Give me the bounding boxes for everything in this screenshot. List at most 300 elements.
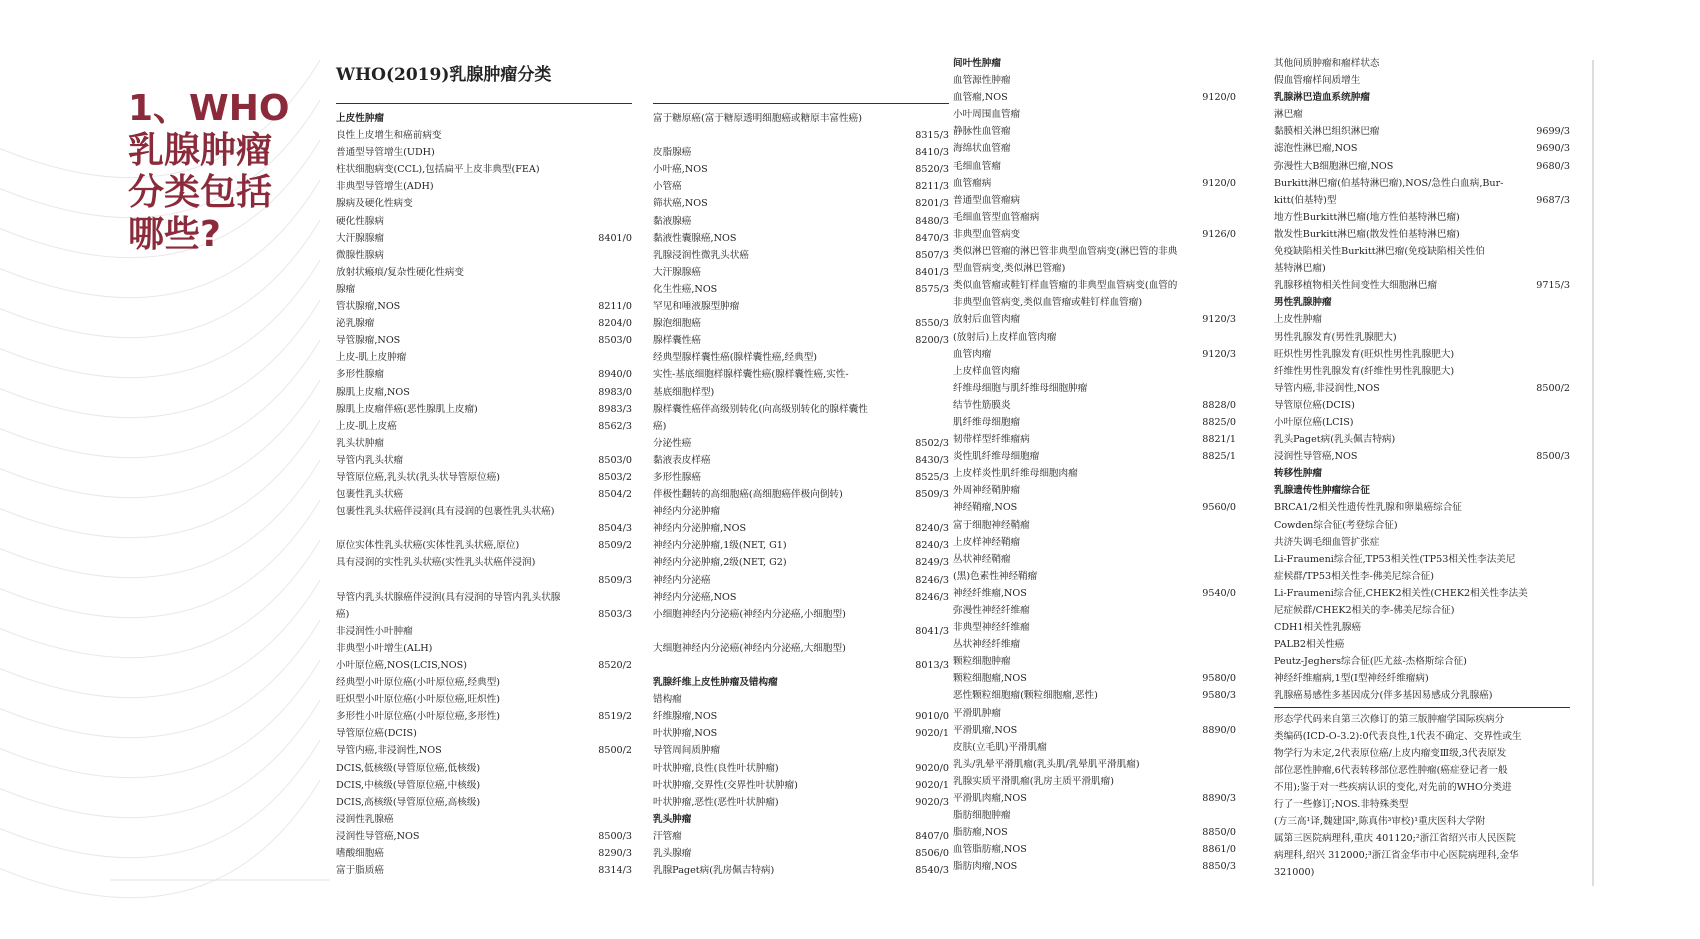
document-title: WHO(2019)乳腺肿瘤分类: [336, 65, 552, 85]
classification-entry: [1274, 311, 1570, 328]
classification-entry: [653, 828, 949, 845]
icd-code: 8502/3: [915, 437, 949, 449]
icd-code: [626, 777, 632, 794]
icd-code: [1230, 158, 1236, 175]
entry-name: 叶状肿瘤,恶性(恶性叶状肿瘤): [653, 796, 779, 808]
icd-code: [1564, 397, 1570, 414]
icd-code: 8850/3: [1202, 861, 1236, 873]
icd-code: 8401/0: [598, 232, 632, 244]
icd-code: 8821/1: [1202, 434, 1236, 446]
footnote-line: 行了一些修订;NOS.非特殊类型: [1274, 799, 1409, 811]
icd-code: [1230, 739, 1236, 756]
entry-name: 上皮-肌上皮癌: [336, 420, 397, 432]
classification-entry: [653, 623, 949, 640]
entry-name: 平滑肌肉瘤,NOS: [953, 793, 1027, 805]
icd-code: 8013/3: [915, 660, 949, 671]
icd-code: 9020/0: [915, 762, 949, 774]
classification-entry: [653, 110, 949, 127]
classification-entry: [653, 606, 949, 623]
entry-name: Cowden综合征(考登综合征): [1274, 519, 1398, 531]
classification-entry: [953, 311, 1236, 328]
classification-entry: [1274, 636, 1570, 653]
footnote-line: 形态学代码来自第三次修订的第三版肿瘤学国际疾病分: [1274, 713, 1505, 725]
classification-entry: [336, 503, 632, 520]
icd-code: [943, 298, 949, 315]
icd-code: [1230, 106, 1236, 123]
classification-entry: [1274, 448, 1570, 465]
classification-entry: [953, 158, 1236, 175]
entry-name: 小细胞神经内分泌癌(神经内分泌癌,小细胞型): [653, 608, 846, 620]
classification-entry: [953, 397, 1236, 414]
section-heading: [1274, 294, 1570, 311]
icd-code: 8500/3: [1536, 451, 1570, 463]
entry-name: 男性乳腺肿瘤: [1274, 297, 1332, 309]
classification-entry: [953, 670, 1236, 687]
classification-entry: [953, 192, 1236, 209]
classification-entry: [653, 384, 949, 401]
classification-entry: [653, 144, 949, 161]
column-1: [336, 110, 632, 879]
icd-code: [626, 674, 632, 691]
entry-name: 浸润性乳腺癌: [336, 813, 394, 825]
entry-name: 淋巴瘤: [1274, 109, 1303, 121]
entry-name: 滤泡性淋巴瘤,NOS: [1274, 143, 1358, 155]
classification-entry: [336, 760, 632, 777]
icd-code: 8401/3: [915, 266, 949, 278]
classification-entry: [953, 431, 1236, 448]
entry-name: 小叶周围血管瘤: [953, 109, 1021, 121]
icd-code: [626, 144, 632, 161]
entry-name: 癌): [336, 608, 350, 620]
section-heading: [1274, 465, 1570, 482]
entry-name: 乳腺浸润性微乳头状癌: [653, 249, 749, 261]
classification-entry: [653, 247, 949, 264]
entry-name: 假血管瘤样间质增生: [1274, 75, 1361, 87]
classification-entry: [1274, 431, 1570, 448]
classification-entry: [953, 175, 1236, 192]
classification-entry: [653, 281, 949, 298]
icd-code: 9010/0: [915, 711, 949, 723]
icd-code: [1230, 705, 1236, 722]
icd-code: [1230, 209, 1236, 226]
classification-entry: [1274, 55, 1570, 72]
entry-name: 多形性腺瘤: [336, 369, 384, 381]
classification-entry: [653, 657, 949, 674]
entry-name: 纤维腺瘤,NOS: [653, 711, 718, 723]
icd-code: [1564, 72, 1570, 89]
classification-entry: [336, 247, 632, 264]
entry-name: 非典型血管病变: [953, 228, 1021, 240]
entry-name: 上皮-肌上皮肿瘤: [336, 352, 407, 364]
entry-name: 纤维性男性乳腺发育(纤维性男性乳腺肥大): [1274, 365, 1455, 377]
icd-code: [1230, 534, 1236, 551]
classification-entry: [653, 725, 949, 742]
entry-name: 导管周间质肿瘤: [653, 745, 721, 757]
classification-entry: [953, 72, 1236, 89]
icd-code: [626, 503, 632, 520]
entry-name: 腺肌上皮瘤,NOS: [336, 386, 410, 398]
who-classification-document: [328, 50, 1590, 886]
classification-entry: [1274, 414, 1570, 431]
entry-name: 颗粒细胞肿瘤: [953, 656, 1011, 668]
entry-name: 非典型血管病变,类似血管瘤或鞋钉样血管瘤): [953, 297, 1143, 309]
footnote-rule: [1274, 707, 1570, 708]
classification-entry: [336, 230, 632, 247]
icd-code: [943, 606, 949, 623]
entry-name: (黑)色素性神经鞘瘤: [953, 570, 1038, 582]
icd-code: [1564, 226, 1570, 243]
classification-entry: [336, 554, 632, 571]
classification-entry: [336, 742, 632, 759]
entry-name: 神经内分泌肿瘤,2级(NET, G2): [653, 557, 787, 569]
classification-entry: [653, 794, 949, 811]
icd-code: [943, 674, 949, 691]
entry-name: 非典型神经纤维瘤: [953, 622, 1030, 634]
entry-name: 脂肪肉瘤,NOS: [953, 861, 1018, 873]
icd-code: 8201/3: [915, 198, 949, 210]
footnote-line: 病理科,绍兴 312000;³浙江省金华市中心医院病理科,金华: [1274, 850, 1519, 862]
icd-code: [943, 384, 949, 401]
classification-entry: [336, 195, 632, 212]
icd-code: [1564, 482, 1570, 499]
classification-entry: [1274, 517, 1570, 534]
entry-name: 包裹性乳头状癌伴浸润(具有浸润的包裹性乳头状癌): [336, 506, 555, 518]
classification-entry: [653, 777, 949, 794]
icd-code: 8825/0: [1202, 416, 1236, 428]
classification-entry: [953, 568, 1236, 585]
classification-entry: [336, 401, 632, 418]
classification-entry: [953, 277, 1236, 294]
classification-entry: [1274, 158, 1570, 175]
icd-code: [1230, 260, 1236, 277]
icd-code: [1230, 123, 1236, 140]
footnote-line: 不用);鉴于对一些疾病认识的变化,对先前的WHO分类进: [1274, 781, 1512, 793]
title-rule: [336, 103, 632, 104]
entry-name: DCIS,低核级(导管原位癌,低核级): [336, 762, 481, 774]
classification-entry: [653, 401, 949, 418]
icd-code: [626, 110, 632, 127]
entry-name: 普通型导管增生(UDH): [336, 147, 435, 159]
icd-code: 8550/3: [915, 318, 949, 330]
icd-code: 8500/2: [598, 745, 632, 757]
icd-code: [1230, 329, 1236, 346]
classification-entry: [1274, 568, 1570, 585]
entry-name: 脂肪细胞肿瘤: [953, 810, 1011, 822]
section-heading: [336, 110, 632, 127]
icd-code: 8540/3: [915, 865, 949, 877]
entry-name: BRCA1/2相关性遗传性乳腺和卵巢癌综合征: [1274, 502, 1462, 514]
icd-code: [1230, 363, 1236, 380]
icd-code: [1230, 568, 1236, 585]
entry-name: 经典型小叶原位癌(小叶原位癌,经典型): [336, 677, 501, 689]
icd-code: 8240/3: [915, 540, 949, 552]
classification-entry: [336, 161, 632, 178]
entry-name: 乳头腺瘤: [653, 848, 692, 860]
classification-entry: [1274, 551, 1570, 568]
entry-name: 错构瘤: [653, 694, 682, 706]
entry-name: 乳头Paget病(乳头佩吉特病): [1274, 434, 1396, 446]
entry-name: 转移性肿瘤: [1274, 468, 1322, 480]
entry-name: 黏液表皮样癌: [653, 454, 711, 466]
entry-name: DCIS,高核级(导管原位癌,高核级): [336, 796, 481, 808]
entry-name: 韧带样型纤维瘤病: [953, 434, 1030, 446]
icd-code: 8575/3: [915, 283, 949, 295]
icd-code: 9126/0: [1202, 228, 1236, 240]
classification-entry: [653, 845, 949, 862]
entry-name: 导管内癌,非浸润性,NOS: [1274, 382, 1380, 394]
entry-name: 上皮性肿瘤: [1274, 314, 1322, 326]
classification-entry: [653, 589, 949, 606]
classification-entry: [653, 537, 949, 554]
entry-name: 黏液腺癌: [653, 215, 692, 227]
entry-name: 小叶原位癌(LCIS): [1274, 416, 1354, 428]
icd-code: [1564, 551, 1570, 568]
entry-name: 纤维母细胞与肌纤维母细胞肿瘤: [953, 382, 1088, 394]
entry-name: 神经内分泌肿瘤,1级(NET, G1): [653, 540, 787, 552]
entry-name: 腺瘤: [336, 283, 356, 295]
icd-code: [626, 623, 632, 640]
classification-entry: [953, 414, 1236, 431]
entry-name: 旺炽型小叶原位癌(小叶原位癌,旺炽性): [336, 694, 501, 706]
icd-code: 8520/3: [915, 164, 949, 176]
classification-entry: [953, 482, 1236, 499]
classification-entry: [1274, 243, 1570, 260]
classification-entry: [1274, 192, 1570, 209]
entry-name: 旺炽性男性乳腺发育(旺炽性男性乳腺肥大): [1274, 348, 1455, 360]
entry-name: 非浸润性小叶肿瘤: [336, 625, 413, 637]
icd-code: 8890/0: [1202, 724, 1236, 736]
entry-name: 海绵状血管瘤: [953, 143, 1011, 155]
entry-name: 筛状癌,NOS: [653, 198, 708, 210]
classification-entry: [953, 140, 1236, 157]
icd-code: 8249/3: [915, 557, 949, 569]
footnote-line: 部位恶性肿瘤,6代表转移部位恶性肿瘤(癌症登记者一般: [1274, 764, 1508, 776]
icd-code: [626, 725, 632, 742]
classification-entry: [653, 503, 949, 520]
icd-code: [943, 418, 949, 435]
icd-code: [943, 110, 949, 127]
classification-entry: [653, 486, 949, 503]
icd-code: 9120/3: [1202, 348, 1236, 360]
classification-entry: [1274, 140, 1570, 157]
classification-entry: [953, 226, 1236, 243]
section-heading: [953, 55, 1236, 72]
classification-entry: [1274, 619, 1570, 636]
icd-code: 8211/0: [598, 301, 632, 313]
entry-name: 上皮性肿瘤: [336, 113, 384, 124]
entry-name: 泌乳腺瘤: [336, 318, 375, 330]
entry-name: 小叶癌,NOS: [653, 164, 708, 176]
classification-entry: [336, 384, 632, 401]
column-2: [653, 110, 949, 879]
icd-code: 8204/0: [598, 318, 632, 330]
icd-code: [626, 554, 632, 571]
icd-code: [626, 640, 632, 657]
classification-entry: [336, 281, 632, 298]
classification-entry: [336, 366, 632, 383]
classification-entry: [953, 687, 1236, 704]
footnote-line: (方三高¹译,魏建国²,陈真伟³审校)¹重庆医科大学附: [1274, 816, 1486, 828]
icd-code: 9020/3: [915, 796, 949, 808]
entry-name: 其他间质肿瘤和瘤样状态: [1274, 58, 1380, 69]
classification-entry: [1274, 534, 1570, 551]
entry-name: 乳腺纤维上皮性肿瘤及错构瘤: [653, 677, 778, 689]
entry-name: 结节性筋膜炎: [953, 399, 1011, 411]
entry-name: 血管脂肪瘤,NOS: [953, 844, 1027, 856]
entry-name: 小管癌: [653, 181, 682, 193]
entry-name: 毛细血管瘤: [953, 160, 1001, 172]
icd-code: 8430/3: [915, 454, 949, 466]
icd-code: 9699/3: [1536, 126, 1570, 138]
icd-code: [1230, 465, 1236, 482]
classification-entry: [653, 178, 949, 195]
entry-name: 症候群/TP53相关性李-佛美尼综合征): [1274, 570, 1434, 582]
icd-code: 9120/3: [1202, 314, 1236, 326]
icd-code: [1564, 294, 1570, 311]
classification-entry: [336, 589, 632, 606]
icd-code: [1564, 534, 1570, 551]
icd-code: 8509/3: [915, 489, 949, 501]
classification-entry: [1274, 260, 1570, 277]
classification-entry: [953, 294, 1236, 311]
entry-name: 神经纤维瘤病,1型(I型神经纤维瘤病): [1274, 673, 1429, 685]
icd-code: 8509/2: [598, 540, 632, 552]
entry-name: 乳腺癌易感性多基因成分(伴多基因易感成分乳腺癌): [1274, 690, 1493, 702]
icd-code: [1564, 175, 1570, 192]
entry-name: 富于细胞神经鞘瘤: [953, 519, 1030, 531]
section-heading: [653, 811, 949, 828]
classification-entry: [653, 298, 949, 315]
icd-code: 8562/3: [598, 420, 632, 432]
icd-code: [626, 281, 632, 298]
icd-code: [1564, 311, 1570, 328]
classification-entry: [953, 653, 1236, 670]
icd-code: [626, 195, 632, 212]
entry-name: 尼症候群/CHEK2相关的李-佛美尼综合征): [1274, 605, 1455, 616]
column-3: [953, 55, 1236, 876]
icd-code: 8507/3: [915, 249, 949, 261]
entry-name: 血管瘤,NOS: [953, 92, 1008, 104]
entry-name: Li-Fraumeni综合征,CHEK2相关性(CHEK2相关性李法美: [1274, 587, 1528, 599]
entry-name: 大汗腺腺瘤: [336, 232, 384, 244]
icd-code: [1564, 55, 1570, 72]
classification-entry: [336, 777, 632, 794]
entry-name: 分泌性癌: [653, 437, 692, 449]
entry-name: Li-Fraumeni综合征,TP53相关性(TP53相关性李法美尼: [1274, 553, 1516, 565]
icd-code: 9690/3: [1536, 143, 1570, 155]
entry-name: 平滑肌瘤,NOS: [953, 724, 1018, 736]
entry-name: 乳腺实质平滑肌瘤(乳房主质平滑肌瘤): [953, 775, 1114, 787]
icd-code: [1230, 807, 1236, 824]
entry-name: 弥漫性神经纤维瘤: [953, 605, 1030, 616]
entry-name: 血管源性肿瘤: [953, 75, 1011, 87]
section-heading: [653, 674, 949, 691]
classification-entry: [1274, 670, 1570, 687]
icd-code: [943, 401, 949, 418]
icd-code: [626, 760, 632, 777]
classification-entry: [953, 824, 1236, 841]
entry-name: 具有浸润的实性乳头状癌(实性乳头状癌伴浸润): [336, 557, 536, 569]
icd-code: [1564, 363, 1570, 380]
entry-name: 散发性Burkitt淋巴瘤(散发性伯基特淋巴瘤): [1274, 228, 1460, 240]
classification-entry: [653, 195, 949, 212]
entry-name: 导管原位癌(DCIS): [336, 728, 417, 740]
entry-name: Burkitt淋巴瘤(伯基特淋巴瘤),NOS/急性白血病,Bur-: [1274, 177, 1504, 189]
heading-line: 1、WHO: [128, 88, 290, 129]
icd-code: 8861/0: [1202, 844, 1236, 856]
entry-name: 放射状瘢痕/复杂性硬化性病变: [336, 266, 464, 278]
heading-line: 乳腺肿瘤: [128, 130, 273, 171]
footnote: [1274, 711, 1570, 882]
icd-code: [1564, 89, 1570, 106]
icd-code: 8503/3: [598, 608, 632, 620]
entry-name: 类似淋巴管瘤的淋巴管非典型血管病变(淋巴管的非典: [953, 246, 1178, 258]
entry-name: 乳头状肿瘤: [336, 437, 384, 449]
icd-code: [1564, 670, 1570, 687]
entry-name: 嗜酸细胞癌: [336, 848, 384, 860]
icd-code: [1230, 192, 1236, 209]
classification-entry: [953, 380, 1236, 397]
icd-code: [626, 213, 632, 230]
icd-code: 8983/3: [598, 403, 632, 415]
classification-entry: [953, 89, 1236, 106]
classification-entry: [953, 346, 1236, 363]
entry-name: 导管内乳头状腺癌伴浸润(具有浸润的导管内乳头状腺: [336, 591, 561, 603]
classification-entry: [953, 705, 1236, 722]
classification-entry: [336, 315, 632, 332]
footnote-line: 类编码(ICD-O-3.2):0代表良性,1代表不确定、交界性或生: [1274, 730, 1522, 742]
entry-name: 浸润性导管癌,NOS: [1274, 451, 1358, 463]
icd-code: 8480/3: [915, 215, 949, 227]
icd-code: [626, 435, 632, 452]
icd-code: 8519/2: [598, 711, 632, 723]
icd-code: [943, 811, 949, 828]
icd-code: [1564, 260, 1570, 277]
entry-name: 腺肌上皮瘤伴癌(恶性腺肌上皮瘤): [336, 403, 478, 415]
classification-entry: [1274, 123, 1570, 140]
classification-entry: [953, 790, 1236, 807]
icd-code: [626, 589, 632, 606]
entry-name: 类似血管瘤或鞋钉样血管瘤的非典型血管病变(血管的: [953, 280, 1178, 292]
icd-code: 8520/2: [598, 660, 632, 671]
entry-name: Peutz-Jeghers综合征(匹尤兹-杰格斯综合征): [1274, 656, 1467, 668]
classification-entry: [653, 213, 949, 230]
classification-entry: [1274, 175, 1570, 192]
icd-code: [1564, 329, 1570, 346]
classification-entry: [653, 554, 949, 571]
classification-entry: [1274, 277, 1570, 294]
icd-code: [943, 503, 949, 520]
entry-name: 神经内分泌肿瘤: [653, 506, 721, 518]
entry-name: 神经内分泌癌,NOS: [653, 591, 737, 603]
classification-entry: [336, 725, 632, 742]
entry-name: 富于糖原癌(富于糖原透明细胞癌或糖原丰富性癌): [653, 113, 862, 124]
icd-code: 8504/3: [598, 523, 632, 535]
icd-code: [1230, 602, 1236, 619]
classification-entry: [1274, 226, 1570, 243]
icd-code: [1564, 431, 1570, 448]
classification-entry: [953, 209, 1236, 226]
entry-name: 丛状神经纤维瘤: [953, 639, 1021, 651]
entry-name: 神经纤维瘤,NOS: [953, 587, 1027, 599]
classification-entry: [653, 691, 949, 708]
classification-entry: [336, 657, 632, 674]
icd-code: [626, 178, 632, 195]
icd-code: 8850/0: [1202, 827, 1236, 839]
icd-code: [1564, 568, 1570, 585]
entry-name: 弥漫性大B细胞淋巴瘤,NOS: [1274, 160, 1394, 172]
icd-code: 8246/3: [915, 574, 949, 586]
